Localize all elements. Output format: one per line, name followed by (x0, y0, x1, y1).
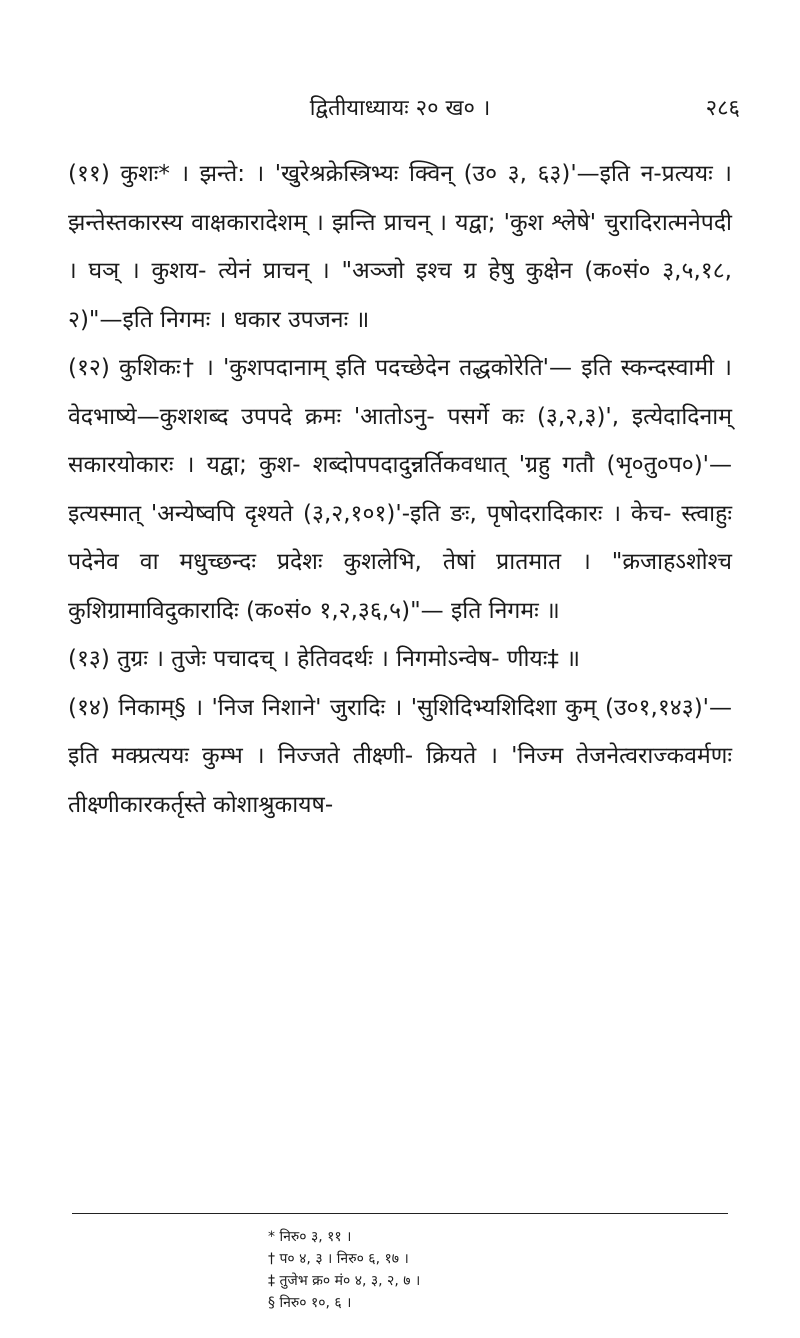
footnotes (268, 1226, 668, 1314)
page-header (60, 92, 740, 126)
paragraph-11: (११) कुशः* । झन्ते: । 'खुरेश्रक्रेस्त्रिभ्यः क्विन् (उ० ३, ६३)'—इति न-प्रत्ययः । झन्तेस्तकारस्य वाक्षकारादेशम् । झन्ति प्राचन् । यद्वा; 'कुश श्लेषे' चुरादिरात्मनेपदी । घञ् । कुशय- त्येनं प्राचन् । "अञ्जो इश्च ग्र हेषु कुक्षेन (क०सं० ३,५,१८, २)"—इति निगमः । धकार उपजनः ॥ (68, 161, 732, 333)
main-text (68, 150, 732, 829)
paragraph-12: (१२) कुशिकः† । 'कुशपदानाम् इति पदच्छेदेन तद्धकोरेति'— इति स्कन्दस्वामी । वेदभाष्ये—कुशशब्द उपपदे क्रमः 'आतोऽनु- पसर्गे कः (३,२,३)', इत्येदादिनाम् सकारयोकारः । यद्वा; कुश- शब्दोपपदादुन्नर्तिकवधात् 'ग्रहु गतौ (भृ०तु०प०)'—इत्यस्मात् 'अन्येष्वपि दृश्यते (३,२,१०१)'-इति ङः, पृषोदरादिकारः । केच- स्त्वाहुः पदेनेव वा मधुच्छन्दः प्रदेशः कुशलेभि, तेषां प्रातमात । "क्रजाहऽशोश्च कुशिग्रामाविदुकारादिः (क०सं० १,२,३६,५)"— इति निगमः ॥ (68, 355, 732, 624)
footnote-4: § निरु० १०, ६ । (268, 1295, 352, 1311)
paragraph-14: (१४) निकाम्§ । 'निज निशाने' जुरादिः । 'सुशिदिभ्यशिदिशा कुम् (उ०१,१४३)'—इति मक्प्रत्ययः कुम्भ । निज्जते तीक्ष्णी- क्रियते । 'निज्म तेजनेत्वराज्कवर्मणः तीक्ष्णीकारकर्तृस्ते कोशाश्रुकायष- (68, 694, 732, 818)
footnote-2: † प० ४, ३ । निरु० ६, १७ । (268, 1251, 409, 1267)
footnote-divider (72, 1213, 728, 1214)
paragraph-13: (१३) तुग्रः । तुजेः पचादच् । हेतिवदर्थः । निगमोऽन्वेष- णीयः‡ ॥ (68, 646, 580, 672)
footnote-3: ‡ तुजेभ क्र० मं० ४, ३, २, ७ । (268, 1273, 421, 1289)
running-title: द्वितीयाध्यायः २० ख० । (309, 96, 491, 121)
page-number: २८६ (705, 96, 740, 121)
footnote-1: * निरु० ३, ११ । (268, 1229, 352, 1245)
